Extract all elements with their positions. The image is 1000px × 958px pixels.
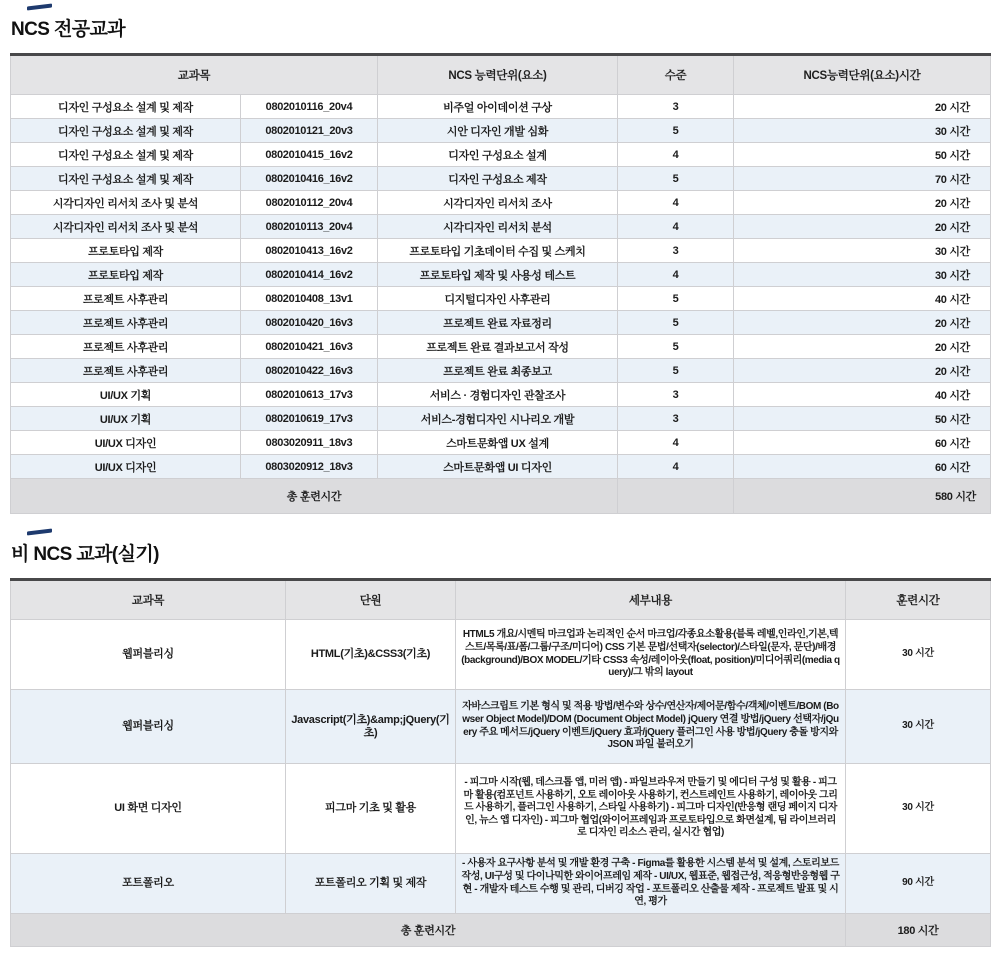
cell-unit: 포트폴리오 기획 및 제작 [286,854,456,914]
cell-code: 0802010113_20v4 [241,215,378,239]
col-header-detail: 세부내용 [456,580,846,620]
non-ncs-table-header [11,580,991,620]
cell-unit: 프로젝트 완료 자료정리 [378,311,618,335]
cell-level: 4 [618,215,734,239]
cell-level: 3 [618,383,734,407]
cell-hours: 40 시간 [734,383,991,407]
cell-unit: Javascript(기초)&amp;jQuery(기초) [286,690,456,764]
cell-code: 0802010416_16v2 [241,167,378,191]
cell-subject: 디자인 구성요소 설계 및 제작 [11,119,241,143]
cell-code: 0802010613_17v3 [241,383,378,407]
table-row [11,690,991,764]
non-ncs-section-title: 비 NCS 교과(실기) [11,544,159,565]
cell-hours: 90 시간 [846,854,991,914]
table-row [11,239,991,263]
cell-subject: 프로젝트 사후관리 [11,311,241,335]
cell-level: 4 [618,431,734,455]
cell-hours: 20 시간 [734,215,991,239]
cell-level: 3 [618,407,734,431]
total-hours: 180 시간 [846,914,991,947]
cell-hours: 20 시간 [734,191,991,215]
table-row [11,407,991,431]
col-header-subject: 교과목 [11,55,378,95]
cell-subject: 프로젝트 사후관리 [11,287,241,311]
ncs-table-body [11,95,991,479]
table-row [11,335,991,359]
cell-unit: 프로젝트 완료 결과보고서 작성 [378,335,618,359]
cell-hours: 50 시간 [734,407,991,431]
cell-hours: 20 시간 [734,359,991,383]
table-row [11,119,991,143]
cell-level: 5 [618,287,734,311]
section-dash-icon [27,528,52,535]
total-label: 총 훈련시간 [11,479,618,514]
cell-subject: 웹퍼블리싱 [11,690,286,764]
cell-unit: 프로젝트 완료 최종보고 [378,359,618,383]
cell-subject: 프로젝트 사후관리 [11,359,241,383]
ncs-table-header [11,55,991,95]
cell-subject: UI 화면 디자인 [11,764,286,854]
cell-level: 5 [618,335,734,359]
cell-subject: 웹퍼블리싱 [11,620,286,690]
cell-hours: 60 시간 [734,431,991,455]
table-row [11,311,991,335]
table-row [11,620,991,690]
total-row [11,914,991,947]
table-row [11,431,991,455]
cell-hours: 30 시간 [846,620,991,690]
cell-unit: 디자인 구성요소 설계 [378,143,618,167]
cell-level: 5 [618,167,734,191]
cell-subject: 시각디자인 리서치 조사 및 분석 [11,215,241,239]
ncs-subjects-table [10,53,991,514]
cell-level: 3 [618,95,734,119]
cell-detail: - 사용자 요구사항 분석 및 개발 환경 구축 - Figma를 활용한 시스템 분석 및 설계, 스토리보드 작성, UI구성 및 다이나믹한 와이어프레임 제작 - UI/UX, 웹표준, 웹접근성, 적응형반응형웹 구현 - 개발자 테스트 수행 및 관리, 디버깅 작업 - 포트폴리오 산출물 제작 - 프로젝트 발표 및 시연, 평가 [456,854,846,914]
table-row [11,191,991,215]
header-row [11,580,991,620]
cell-code: 0802010408_13v1 [241,287,378,311]
cell-subject: UI/UX 기획 [11,407,241,431]
cell-unit: 시각디자인 리서치 조사 [378,191,618,215]
cell-unit: 서비스-경험디자인 시나리오 개발 [378,407,618,431]
table-row [11,263,991,287]
table-row [11,359,991,383]
cell-hours: 50 시간 [734,143,991,167]
cell-unit: 비주얼 아이데이션 구상 [378,95,618,119]
table-row [11,854,991,914]
table-row [11,95,991,119]
cell-level: 5 [618,359,734,383]
cell-hours: 70 시간 [734,167,991,191]
col-header-level: 수준 [618,55,734,95]
cell-level: 4 [618,455,734,479]
cell-unit: 시안 디자인 개발 심화 [378,119,618,143]
cell-subject: 디자인 구성요소 설계 및 제작 [11,95,241,119]
cell-level: 4 [618,191,734,215]
cell-code: 0802010112_20v4 [241,191,378,215]
table-row [11,143,991,167]
col-header-hours: NCS능력단위(요소)시간 [734,55,991,95]
table-row [11,167,991,191]
cell-subject: 프로토타입 제작 [11,239,241,263]
total-label: 총 훈련시간 [11,914,846,947]
col-header-subject: 교과목 [11,580,286,620]
cell-code: 0802010413_16v2 [241,239,378,263]
cell-unit: 스마트문화앱 UX 설계 [378,431,618,455]
cell-level: 4 [618,263,734,287]
cell-hours: 30 시간 [734,263,991,287]
cell-subject: UI/UX 기획 [11,383,241,407]
cell-unit: HTML(기초)&CSS3(기초) [286,620,456,690]
col-header-unit: 단원 [286,580,456,620]
header-row [11,55,991,95]
cell-code: 0802010619_17v3 [241,407,378,431]
ncs-section-title: NCS 전공교과 [11,19,126,40]
cell-level: 5 [618,311,734,335]
cell-unit: 시각디자인 리서치 분석 [378,215,618,239]
cell-unit: 프로토타입 제작 및 사용성 테스트 [378,263,618,287]
cell-level: 5 [618,119,734,143]
cell-unit: 디지털디자인 사후관리 [378,287,618,311]
cell-subject: 포트폴리오 [11,854,286,914]
total-row [11,479,991,514]
cell-detail: HTML5 개요/시멘틱 마크업과 논리적인 순서 마크업/각종요소활용(블록 레벨,인라인,기본,텍스트/목록/표/폼/그룹/구조/미디어) CSS 기본 문법/선택자(selector)/스타일(문자, 문단)/배경(background)/BOX MODEL/기타 CSS3 속성/레이아웃(float, position)/미디어쿼리(media query)/그 밖의 layout [456,620,846,690]
cell-code: 0802010116_20v4 [241,95,378,119]
cell-subject: 시각디자인 리서치 조사 및 분석 [11,191,241,215]
cell-hours: 20 시간 [734,335,991,359]
cell-code: 0802010420_16v3 [241,311,378,335]
non-ncs-table-footer [11,914,991,947]
cell-hours: 40 시간 [734,287,991,311]
cell-subject: UI/UX 디자인 [11,455,241,479]
cell-subject: 프로토타입 제작 [11,263,241,287]
cell-hours: 20 시간 [734,311,991,335]
section-dash-icon [27,3,52,10]
non-ncs-table-body [11,620,991,914]
cell-code: 0802010422_16v3 [241,359,378,383]
cell-code: 0802010421_16v3 [241,335,378,359]
cell-unit: 서비스 · 경험디자인 관찰조사 [378,383,618,407]
table-row [11,215,991,239]
col-header-ncs-unit: NCS 능력단위(요소) [378,55,618,95]
cell-code: 0802010414_16v2 [241,263,378,287]
cell-subject: 디자인 구성요소 설계 및 제작 [11,143,241,167]
cell-hours: 30 시간 [846,690,991,764]
cell-hours: 60 시간 [734,455,991,479]
cell-detail: - 피그마 시작(웹, 데스크톱 앱, 미러 앱) - 파일브라우저 만들기 및 에디터 구성 및 활용 - 피그마 활용(컴포넌트 사용하기, 오토 레이아웃 사용하기, 컨스트레인트 사용하기, 레이아웃 그리드 사용하기, 플러그인 사용하기, 스타일 사용하기) - 피그마 디자인(반응형 랜딩 페이지 디자인, 뉴스 앱 디자인) - 피그마 협업(와이어프레임과 프로토타입으로 화면설계, 팀 라이브러리로 디자인 리소스 관리, 실시간 협업) [456,764,846,854]
cell-hours: 30 시간 [734,239,991,263]
cell-code: 0803020911_18v3 [241,431,378,455]
cell-level: 3 [618,239,734,263]
table-row [11,455,991,479]
total-empty-cell [618,479,734,514]
cell-unit: 스마트문화앱 UI 디자인 [378,455,618,479]
col-header-hours: 훈련시간 [846,580,991,620]
table-row [11,383,991,407]
cell-unit: 프로토타입 기초데이터 수집 및 스케치 [378,239,618,263]
cell-subject: 디자인 구성요소 설계 및 제작 [11,167,241,191]
cell-code: 0802010415_16v2 [241,143,378,167]
cell-level: 4 [618,143,734,167]
table-row [11,764,991,854]
cell-hours: 30 시간 [846,764,991,854]
table-row [11,287,991,311]
cell-subject: UI/UX 디자인 [11,431,241,455]
cell-hours: 30 시간 [734,119,991,143]
cell-code: 0802010121_20v3 [241,119,378,143]
cell-subject: 프로젝트 사후관리 [11,335,241,359]
cell-unit: 디자인 구성요소 제작 [378,167,618,191]
cell-hours: 20 시간 [734,95,991,119]
cell-unit: 피그마 기초 및 활용 [286,764,456,854]
ncs-table-footer [11,479,991,514]
cell-code: 0803020912_18v3 [241,455,378,479]
non-ncs-subjects-table [10,578,991,947]
cell-detail: 자바스크립트 기본 형식 및 적용 방법/변수와 상수/연산자/제어문/함수/객체/이벤트/BOM (Bowser Object Model)/DOM (Document Object Model) jQuery 연결 방법/jQuery 선택자/jQuery 주요 메서드/jQuery 이벤트/jQuery 효과/jQuery 플러그인 사용 방법/jQuery 충돌 방지와 JSON 파일 불러오기 [456,690,846,764]
total-hours: 580 시간 [734,479,991,514]
